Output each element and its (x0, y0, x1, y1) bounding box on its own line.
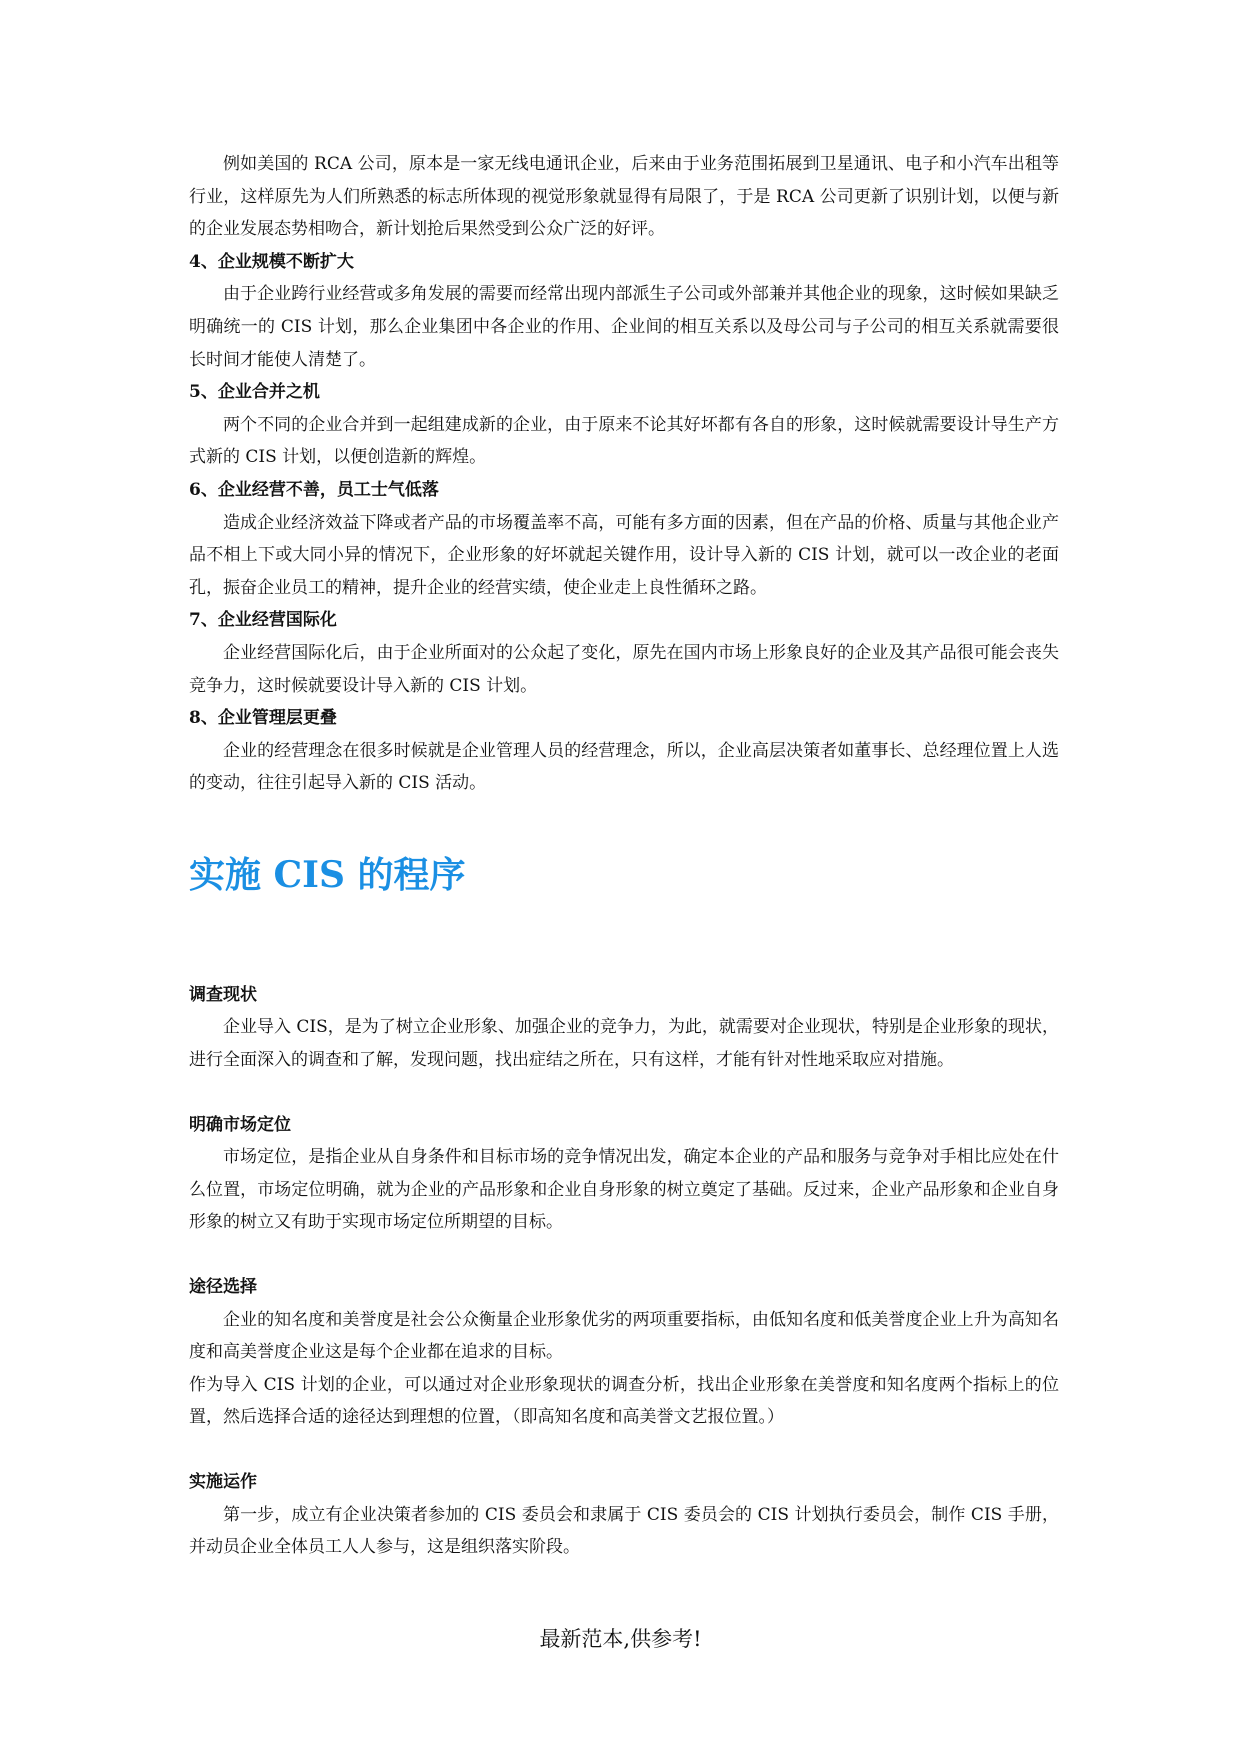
item-text: 企业经营国际化后，由于企业所面对的公众起了变化，原先在国内市场上形象良好的企业及其产品很可能会丧失竞争力，这时候就要设计导入新的 CIS 计划。 (189, 642, 1059, 696)
item-text: 造成企业经济效益下降或者产品的市场覆盖率不高，可能有多方面的因素，但在产品的价格、质量与其他企业产品不相上下或大同小异的情况下，企业形象的好坏就起关键作用，设计导入新的 CIS 计划，就可以一改企业的老面孔，振奋企业员工的精神，提升企业的经营实绩，使企业走上良性循环之路。 (189, 512, 1059, 598)
step-heading-implement: 实施运作 (189, 1472, 257, 1492)
item-heading: 4、企业规模不断扩大 (189, 251, 354, 272)
step-text-path-2: 作为导入 CIS 计划的企业，可以通过对企业形象现状的调查分析，找出企业形象在美誉度和知名度两个指标上的位置，然后选择合适的途径达到理想的位置，（即高知名度和高美誉文艺报位置。） (189, 1374, 1059, 1428)
step-text-positioning: 市场定位，是指企业从自身条件和目标市场的竞争情况出发，确定本企业的产品和服务与竞争对手相比应处在什么位置，市场定位明确，就为企业的产品形象和企业自身形象的树立奠定了基础。反过来，企业产品形象和企业自身形象的树立又有助于实现市场定位所期望的目标。 (189, 1147, 1059, 1233)
item-heading: 7、企业经营国际化 (189, 610, 337, 631)
section-title: 实施 CIS 的程序 (189, 853, 466, 896)
item-heading: 8、企业管理层更叠 (189, 708, 337, 729)
page-footer: 最新范本,供参考! (539, 1627, 702, 1651)
step-heading-positioning: 明确市场定位 (189, 1114, 291, 1135)
item-text: 两个不同的企业合并到一起组建成新的企业，由于原来不论其好坏都有各自的形象，这时候就需要设计导生产方式新的 CIS 计划，以便创造新的辉煌。 (189, 414, 1059, 468)
item-heading: 6、企业经营不善，员工士气低落 (189, 479, 439, 500)
intro-paragraph: 例如美国的 RCA 公司，原本是一家无线电通讯企业，后来由于业务范围拓展到卫星通讯、电子和小汽车出租等行业，这样原先为人们所熟悉的标志所体现的视觉形象就显得有局限了，于是 RCA 公司更新了识别计划，以便与新的企业发展态势相吻合，新计划抢后果然受到公众广泛的好评。 (189, 154, 1059, 240)
step-heading-path: 途径选择 (189, 1277, 257, 1298)
item-heading: 5、企业合并之机 (189, 382, 320, 403)
step-text-implement: 第一步，成立有企业决策者参加的 CIS 委员会和隶属于 CIS 委员会的 CIS 计划执行委员会，制作 CIS 手册，并动员企业全体员工人人参与，这是组织落实阶段。 (189, 1504, 1059, 1558)
item-text: 企业的经营理念在很多时候就是企业管理人员的经营理念，所以，企业高层决策者如董事长、总经理位置上人选的变动，往往引起导入新的 CIS 活动。 (189, 740, 1059, 794)
step-heading-survey: 调查现状 (189, 984, 257, 1005)
step-text-survey: 企业导入 CIS，是为了树立企业形象、加强企业的竞争力，为此，就需要对企业现状，特别是企业形象的现状，进行全面深入的调查和了解，发现问题，找出症结之所在，只有这样，才能有针对性地采取应对措施。 (189, 1017, 1059, 1071)
step-text-path-1: 企业的知名度和美誉度是社会公众衡量企业形象优劣的两项重要指标，由低知名度和低美誉度企业上升为高知名度和高美誉度企业这是每个企业都在追求的目标。 (189, 1309, 1059, 1363)
document-body (189, 148, 1059, 1564)
item-text: 由于企业跨行业经营或多角发展的需要而经常出现内部派生子公司或外部兼并其他企业的现象，这时候如果缺乏明确统一的 CIS 计划，那么企业集团中各企业的作用、企业间的相互关系以及母公司与子公司的相互关系就需要很长时间才能使人清楚了。 (189, 284, 1059, 370)
